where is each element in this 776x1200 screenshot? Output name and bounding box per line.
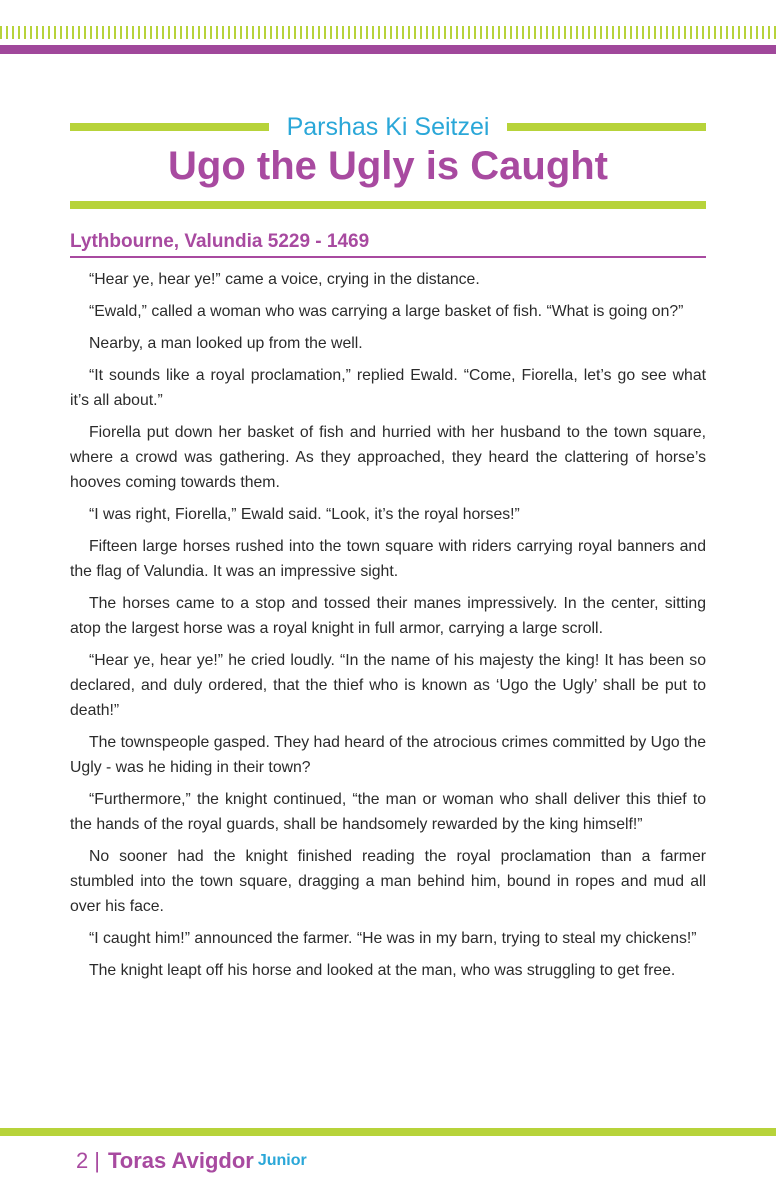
story-paragraph: “Furthermore,” the knight continued, “the man or woman who shall deliver this thief to the hands of the royal guards, shall be handsomely rewarded by the king himself!”	[70, 791, 706, 833]
top-purple-bar	[0, 45, 776, 54]
story-paragraph: Fifteen large horses rushed into the town square with riders carrying royal banners and the flag of Valundia. It was an impressive sight.	[70, 538, 706, 580]
location-underline	[70, 256, 706, 258]
top-decorative-ticks	[0, 26, 776, 39]
story-paragraph: “I was right, Fiorella,” Ewald said. “Look, it’s the royal horses!”	[89, 506, 520, 523]
story-paragraph: “I caught him!” announced the farmer. “He was in my barn, trying to steal my chickens!”	[89, 930, 697, 947]
story-paragraph: Nearby, a man looked up from the well.	[89, 335, 363, 352]
subtitle-right-rule	[507, 123, 706, 131]
bottom-green-bar	[0, 1128, 776, 1136]
page-footer	[76, 1144, 307, 1178]
subtitle-left-rule	[70, 123, 269, 131]
story-paragraph: The knight leapt off his horse and looked at the man, who was struggling to get free.	[89, 962, 676, 979]
brand-name: Toras Avigdor	[107, 1148, 254, 1173]
story-body	[70, 267, 706, 990]
page-number: 2	[76, 1148, 89, 1173]
story-paragraph: Fiorella put down her basket of fish and hurried with her husband to the town square, where a crowd was gathering. As they approached, they heard the clattering of horse’s hooves coming towards them.	[70, 424, 706, 491]
story-paragraph: “It sounds like a royal proclamation,” replied Ewald. “Come, Fiorella, let’s go see what it’s all about.”	[70, 367, 706, 409]
parsha-subtitle: Parshas Ki Seitzei	[286, 112, 490, 141]
subtitle-row	[70, 110, 706, 144]
story-paragraph: “Ewald,” called a woman who was carrying a large basket of fish. “What is going on?”	[89, 303, 684, 320]
story-paragraph: “Hear ye, hear ye!” came a voice, crying in the distance.	[89, 271, 480, 288]
brand-subtitle: Junior	[257, 1152, 307, 1169]
title-underline	[70, 201, 706, 209]
location-heading: Lythbourne, Valundia 5229 - 1469	[70, 231, 370, 252]
story-paragraph: The townspeople gasped. They had heard of the atrocious crimes committed by Ugo the Ugly - was he hiding in their town?	[70, 734, 707, 776]
story-paragraph: “Hear ye, hear ye!” he cried loudly. “In the name of his majesty the king! It has been so declared, and duly ordered, that the thief who is known as ‘Ugo the Ugly’ shall be put to death!”	[70, 652, 706, 719]
story-title: Ugo the Ugly is Caught	[168, 144, 608, 188]
footer-separator: |	[94, 1148, 100, 1173]
story-paragraph: The horses came to a stop and tossed their manes impressively. In the center, sitting atop the largest horse was a royal knight in full armor, carrying a large scroll.	[70, 595, 706, 637]
story-paragraph: No sooner had the knight finished reading the royal proclamation than a farmer stumbled into the town square, dragging a man behind him, bound in ropes and mud all over his face.	[70, 848, 706, 915]
